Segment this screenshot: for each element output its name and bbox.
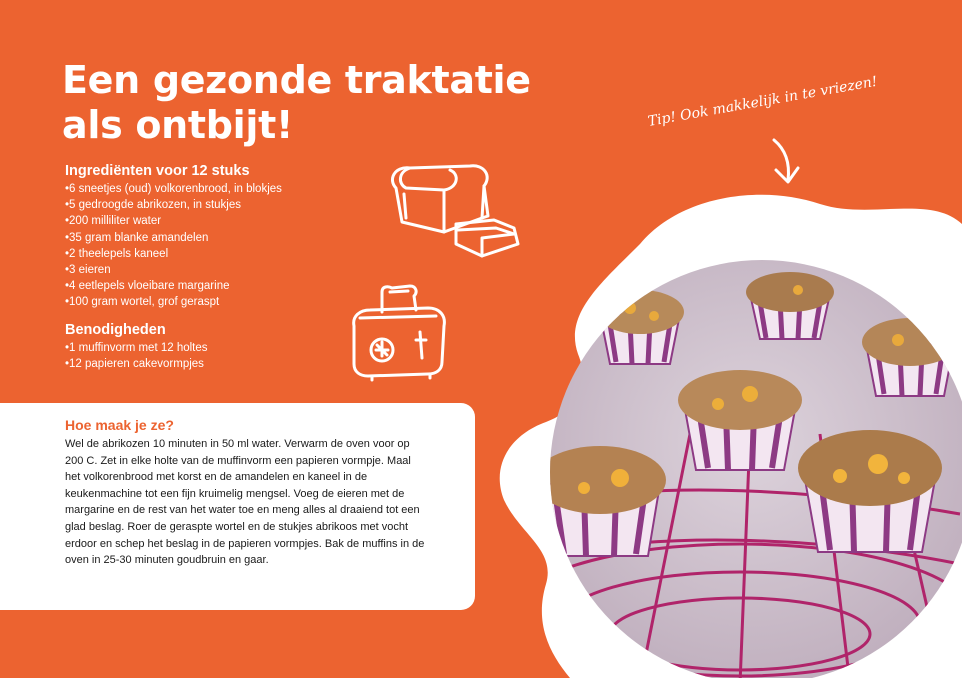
equipment-item: • 1 muffinvorm met 12 holtes bbox=[65, 340, 208, 356]
title-line-2: als ontbijt! bbox=[62, 103, 293, 147]
ingredient-item: • 3 eieren bbox=[65, 262, 282, 278]
instructions-card bbox=[0, 403, 475, 610]
tip-text: Tip! Ook makkelijk in te vriezen! bbox=[646, 73, 879, 130]
arrow-down-icon bbox=[764, 136, 808, 190]
equipment-list bbox=[65, 340, 208, 372]
toaster-icon bbox=[344, 282, 454, 382]
ingredients-list bbox=[65, 181, 282, 311]
instructions-text: Wel de abrikozen 10 minuten in 50 ml water. Verwarm de oven voor op 200 C. Zet in elke holte van de muffinvorm een papieren vormpje. Maal het volkorenbrood met korst en de amandelen en kaneel in de keukenmachine tot een fijn kruimelig mengsel. Voeg de eieren met de margarine en de rest van het water toe en meng alles al draaiend tot een glad beslag. Roer de geraspte wortel en de stukjes abrikoos met vocht erdoor en schep het beslag in de papieren vormpjes. Bak de muffins in de oven in 25-30 minuten goudbruin en gaar. bbox=[65, 438, 425, 567]
ingredient-item: • 4 eetlepels vloeibare margarine bbox=[65, 278, 282, 294]
instructions-heading: Hoe maak je ze? bbox=[65, 417, 174, 433]
ingredient-item: • 6 sneetjes (oud) volkorenbrood, in blokjes bbox=[65, 181, 282, 197]
muffins-photo bbox=[490, 184, 962, 678]
equipment-item: • 12 papieren cakevormpjes bbox=[65, 356, 208, 372]
title-line-1: Een gezonde traktatie bbox=[62, 58, 531, 102]
ingredient-item: • 5 gedroogde abrikozen, in stukjes bbox=[65, 197, 282, 213]
ingredient-item: • 200 milliliter water bbox=[65, 213, 282, 229]
ingredient-item: • 100 gram wortel, grof geraspt bbox=[65, 294, 282, 310]
equipment-heading: Benodigheden bbox=[65, 322, 166, 338]
page-title bbox=[62, 58, 531, 148]
ingredient-item: • 35 gram blanke amandelen bbox=[65, 230, 282, 246]
ingredients-heading: Ingrediënten voor 12 stuks bbox=[65, 163, 250, 179]
ingredient-item: • 2 theelepels kaneel bbox=[65, 246, 282, 262]
